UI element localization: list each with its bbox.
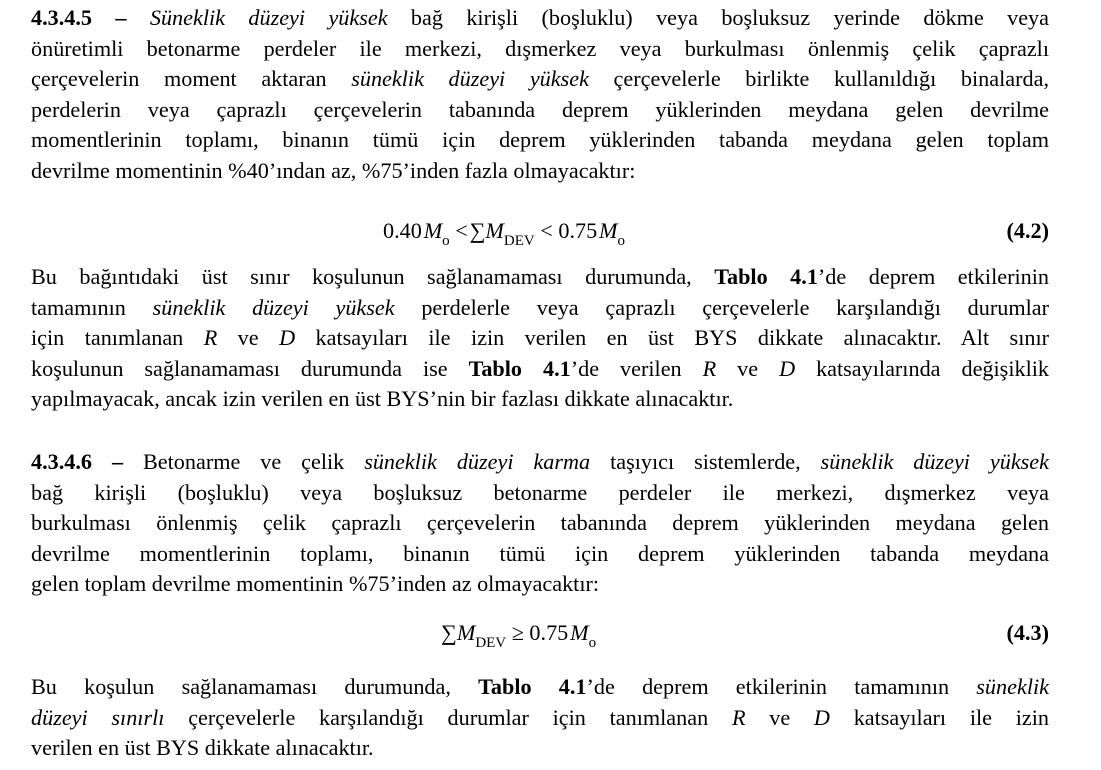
italic-text: düzeyi sınırlı (31, 704, 165, 730)
text-line (31, 569, 1049, 600)
equation-number-4-2: (4.2) (1006, 218, 1049, 243)
text-segment: bağ kirişli (boşluklu) veya boşluksuz yerinde dökme veya (387, 5, 1049, 30)
text-line (31, 95, 1049, 126)
equation-number-4-3: (4.3) (1006, 620, 1049, 645)
italic-text: R (203, 325, 218, 351)
equation-4-3 (31, 617, 1049, 649)
text-line (31, 323, 1049, 354)
italic-text: D (779, 355, 796, 381)
section-4-3-4-5 (31, 3, 1049, 187)
italic-text: süneklik düzeyi yüksek (820, 449, 1050, 474)
section-number: 4.3.4.6 (31, 449, 93, 474)
text-line (31, 672, 1049, 703)
section-4-3-4-6 (31, 447, 1049, 600)
section-number: 4.3.4.5 (31, 5, 93, 30)
bold-text: Tablo 4.1 (478, 674, 587, 699)
text-segment: önüretimli betonarme perdeler ile merkezi, dışmerkez veya burkulması önlenmiş çelik çaprazlı (31, 35, 1049, 61)
text-segment: burkulması önlenmiş çelik çaprazlı çerçevelerin tabanında deprem yüklerinden meydana gelen (31, 510, 1049, 536)
text-segment: taşıyıcı sistemlerde, (590, 449, 821, 474)
italic-text: D (813, 704, 830, 730)
text-segment: momentlerinin toplamı, binanın tümü için deprem yüklerinden tabanda meydana gelen toplam (31, 127, 1049, 153)
text-line (31, 354, 1049, 385)
text-segment: yapılmayacak, ancak izin verilen en üst BYS’nin bir fazlası dikkate alınacaktır. (31, 386, 734, 412)
text-line (31, 293, 1049, 324)
text-line (31, 508, 1049, 539)
text-line (31, 447, 1049, 478)
text-line (31, 539, 1049, 570)
text-line (31, 733, 1049, 764)
italic-text: R (702, 355, 717, 381)
italic-text: Süneklik düzeyi yüksek (149, 5, 388, 30)
equation-4-2 (31, 215, 1049, 247)
text-segment: devrilme momentlerinin toplamı, binanın tümü için deprem yüklerinden tabanda meydana (31, 540, 1049, 566)
text-line (31, 3, 1049, 34)
text-line (31, 125, 1049, 156)
text-segment: tamamının (31, 294, 153, 320)
text-segment: Bu bağıntıdaki üst sınır koşulunun sağlanamaması durumunda, (31, 264, 715, 289)
text-line (31, 64, 1049, 95)
text-segment: ve (217, 325, 280, 351)
text-segment: koşulunun sağlanamaması durumunda ise (31, 355, 469, 381)
section-dash: – (92, 5, 150, 30)
text-segment: katsayıları ile izin verilen en üst BYS dikkate alınacaktır. Alt sınır (295, 325, 1050, 351)
text-line (31, 34, 1049, 65)
text-segment: ’de deprem etkilerinin tamamının (586, 674, 977, 699)
text-segment: çerçevelerle karşılandığı durumlar için tanımlanan (164, 704, 732, 730)
text-segment: perdelerle veya çaprazlı çerçevelerle karşılandığı durumlar (394, 294, 1049, 320)
text-segment: çerçevelerin moment aktaran (31, 66, 352, 92)
text-segment: ’de deprem etkilerinin (817, 264, 1049, 289)
text-segment: bağ kirişli (boşluklu) veya boşluksuz betonarme perdeler ile merkezi, dışmerkez veya (31, 479, 1049, 505)
text-line (31, 156, 1049, 187)
italic-text: R (731, 704, 746, 730)
paragraph-condition (31, 672, 1049, 764)
text-segment: ve (716, 355, 780, 381)
text-segment: gelen toplam devrilme momentinin %75’inden az olmayacaktır: (31, 571, 600, 597)
italic-text: süneklik düzeyi yüksek (152, 294, 395, 320)
equation-4-3-formula: $\sum M_{DEV} \ge 0.75$ $M_o$ (441, 620, 597, 651)
text-segment: devrilme momentinin %40’ından az, %75’inden fazla olmayacaktır: (31, 157, 636, 183)
text-segment: Betonarme ve çelik (142, 449, 365, 474)
text-segment: katsayıları ile izin (829, 704, 1050, 730)
text-segment: çerçevelerle birlikte kullanıldığı binalarda, (588, 66, 1049, 92)
bold-text: Tablo 4.1 (468, 355, 571, 381)
italic-text: süneklik (976, 674, 1049, 699)
text-segment: perdelerin veya çaprazlı çerçevelerin tabanında deprem yüklerinden meydana gelen devrilme (31, 96, 1049, 122)
text-segment: Bu koşulun sağlanamaması durumunda, (31, 674, 479, 699)
section-dash: – (92, 449, 143, 474)
text-segment: verilen en üst BYS dikkate alınacaktır. (31, 735, 374, 761)
text-segment: katsayılarında değişiklik (795, 355, 1049, 381)
text-line (31, 384, 1049, 415)
equation-4-2-formula: 0.40 $M_o$ < $\sum M_{DEV} < 0.75$ $M_o$ (383, 218, 626, 249)
text-line (31, 478, 1049, 509)
italic-text: süneklik düzeyi yüksek (351, 66, 589, 92)
italic-text: D (279, 325, 296, 351)
text-line (31, 262, 1049, 293)
italic-text: süneklik düzeyi karma (364, 449, 591, 474)
bold-text: Tablo 4.1 (714, 264, 818, 289)
text-line (31, 703, 1049, 734)
text-segment: ’de verilen (570, 355, 703, 381)
text-segment: ve (745, 704, 814, 730)
text-segment: için tanımlanan (31, 325, 204, 351)
paragraph-upper-limit (31, 262, 1049, 415)
